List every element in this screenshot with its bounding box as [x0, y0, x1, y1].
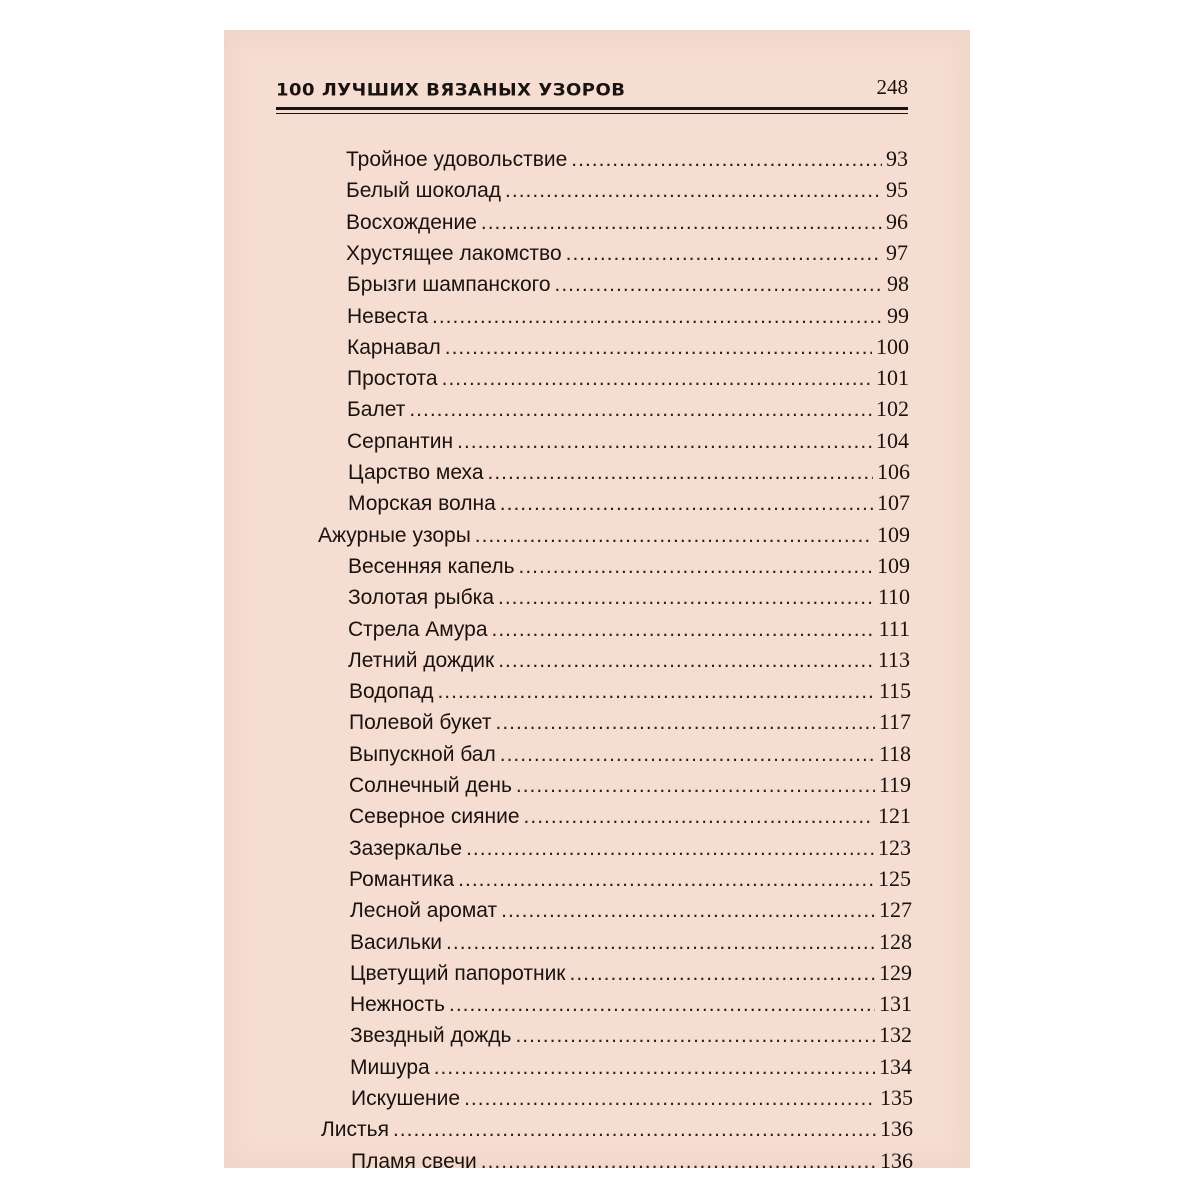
dot-leader [457, 428, 872, 456]
toc-entry-title: Карнавал [347, 336, 441, 359]
toc-entry-title: Хрустящее лакомство [346, 242, 562, 265]
dot-leader [519, 553, 873, 581]
toc-entry-title: Нежность [350, 993, 445, 1016]
dot-leader [570, 960, 876, 988]
toc-entry [350, 1021, 912, 1049]
dot-leader [515, 1022, 875, 1050]
dot-leader [446, 929, 875, 957]
toc-entry [351, 1147, 913, 1175]
toc-entry-page: 118 [878, 741, 911, 766]
toc-entry [347, 270, 909, 298]
toc-entry-title: Балет [347, 398, 406, 421]
toc-entry [348, 458, 910, 486]
toc-entry-page: 125 [878, 866, 911, 891]
toc-entry-page: 119 [878, 772, 911, 797]
dot-leader [409, 396, 872, 424]
toc-entry-title: Пламя свечи [351, 1150, 477, 1173]
toc-entry [346, 239, 908, 267]
dot-leader [437, 678, 874, 706]
dot-leader [442, 365, 872, 393]
toc-entry [349, 834, 911, 862]
toc-entry [349, 740, 911, 768]
toc-entry [349, 865, 911, 893]
toc-entry-page: 101 [876, 365, 909, 390]
toc-entry-title: Листья [321, 1118, 389, 1141]
toc-entry-page: 102 [876, 396, 909, 421]
dot-leader [445, 334, 872, 362]
toc-entry-title: Выпускной бал [349, 743, 496, 766]
toc-entry-title: Солнечный день [349, 774, 512, 797]
toc-entry [347, 302, 909, 330]
toc-entry [349, 708, 911, 736]
toc-entry-title: Васильки [350, 931, 443, 954]
dot-leader [516, 772, 875, 800]
toc-entry-title: Белый шоколад [346, 179, 502, 202]
toc-entry-page: 129 [879, 960, 912, 985]
dot-leader [555, 271, 884, 299]
toc-entry [346, 208, 908, 236]
dot-leader [566, 240, 882, 268]
toc-entry [349, 677, 911, 705]
toc-entry [347, 333, 909, 361]
toc-entry [350, 928, 912, 956]
toc-entry [351, 1084, 913, 1112]
dot-leader [434, 1054, 875, 1082]
toc-section-entry [318, 521, 910, 549]
dot-leader [393, 1116, 876, 1144]
dot-leader [458, 866, 874, 894]
toc-entry-page: 123 [878, 835, 911, 860]
toc-entry [346, 145, 908, 173]
toc-entry [350, 959, 912, 987]
toc-entry-title: Простота [347, 367, 438, 390]
toc-entry-page: 121 [878, 803, 911, 828]
toc-entry-page: 136 [880, 1148, 913, 1173]
toc-entry [347, 395, 909, 423]
toc-entry [348, 489, 910, 517]
toc-entry-title: Ажурные узоры [318, 524, 471, 547]
toc-entry-title: Искушение [351, 1087, 461, 1110]
toc-entry-page: 109 [877, 522, 910, 547]
dot-leader [498, 647, 874, 675]
dot-leader [496, 709, 875, 737]
toc-entry-title: Брызги шампанского [347, 273, 551, 296]
toc-entry-title: Морская волна [348, 492, 496, 515]
table-of-contents [224, 30, 970, 1173]
toc-entry-page: 97 [886, 240, 908, 265]
dot-leader [498, 584, 874, 612]
toc-entry-page: 136 [880, 1116, 913, 1141]
toc-entry [346, 176, 908, 204]
toc-entry-title: Цветущий папоротник [350, 962, 566, 985]
toc-entry-page: 107 [877, 490, 910, 515]
toc-entry-title: Мишура [350, 1056, 430, 1079]
page-number: 248 [876, 75, 908, 99]
toc-entry-page: 128 [879, 929, 912, 954]
book-page [224, 30, 970, 1173]
toc-entry-title: Тройное удовольствие [346, 148, 568, 171]
dot-leader [500, 741, 875, 769]
toc-entry-page: 93 [886, 146, 908, 171]
toc-entry-title: Невеста [347, 305, 429, 328]
toc-entry-page: 115 [878, 678, 911, 703]
toc-entry-title: Восхождение [346, 211, 477, 234]
book-title: 100 ЛУЧШИХ ВЯЗАНЫХ УЗОРОВ [276, 80, 626, 100]
dot-leader [524, 803, 874, 831]
toc-entry [349, 771, 911, 799]
toc-entry-page: 99 [887, 303, 909, 328]
toc-entry-page: 98 [887, 271, 909, 296]
toc-entry-page: 104 [876, 428, 909, 453]
toc-entry [350, 990, 912, 1018]
toc-entry [348, 615, 910, 643]
toc-entry-title: Летний дождик [348, 649, 495, 672]
toc-entry-page: 132 [879, 1022, 912, 1047]
toc-entry-title: Северное сияние [349, 805, 520, 828]
dot-leader [449, 991, 875, 1019]
toc-entry-page: 110 [877, 584, 910, 609]
toc-entry-page: 109 [877, 553, 910, 578]
toc-entry-page: 134 [879, 1054, 912, 1079]
dot-leader [488, 459, 873, 487]
toc-entry-title: Водопад [349, 680, 434, 703]
toc-section-entry [321, 1115, 913, 1143]
toc-entry-title: Стрела Амура [348, 618, 488, 641]
toc-entry [350, 1053, 912, 1081]
toc-entry-title: Полевой букет [349, 711, 492, 734]
toc-entry [348, 583, 910, 611]
toc-entry-page: 100 [876, 334, 909, 359]
dot-leader [475, 522, 873, 550]
toc-entry-title: Царство меха [348, 461, 484, 484]
dot-leader [481, 1148, 876, 1176]
toc-entry-page: 111 [878, 616, 910, 641]
dot-leader [492, 616, 875, 644]
toc-entry-page: 96 [886, 209, 908, 234]
dot-leader [432, 303, 883, 331]
toc-entry [350, 896, 912, 924]
toc-entry-title: Зазеркалье [349, 837, 463, 860]
toc-entry-page: 127 [879, 897, 912, 922]
dot-leader [501, 897, 875, 925]
toc-entry-page: 117 [878, 709, 911, 734]
toc-entry-title: Лесной аромат [350, 899, 498, 922]
toc-entry-page: 135 [880, 1085, 913, 1110]
dot-leader [481, 209, 882, 237]
toc-entry [347, 364, 909, 392]
dot-leader [571, 146, 882, 174]
toc-entry-page: 113 [877, 647, 910, 672]
toc-entry [347, 427, 909, 455]
toc-entry-page: 106 [877, 459, 910, 484]
toc-entry-page: 95 [886, 177, 908, 202]
toc-entry-title: Романтика [349, 868, 455, 891]
toc-entry [348, 552, 910, 580]
toc-entry-title: Звездный дождь [350, 1024, 512, 1047]
toc-entry [349, 802, 911, 830]
toc-entry-title: Золотая рыбка [348, 586, 495, 609]
toc-entry [348, 646, 910, 674]
dot-leader [505, 177, 882, 205]
dot-leader [500, 490, 873, 518]
toc-entry-title: Весенняя капель [348, 555, 515, 578]
dot-leader [466, 835, 874, 863]
toc-entry-title: Серпантин [347, 430, 454, 453]
toc-entry-page: 131 [879, 991, 912, 1016]
dot-leader [464, 1085, 876, 1113]
